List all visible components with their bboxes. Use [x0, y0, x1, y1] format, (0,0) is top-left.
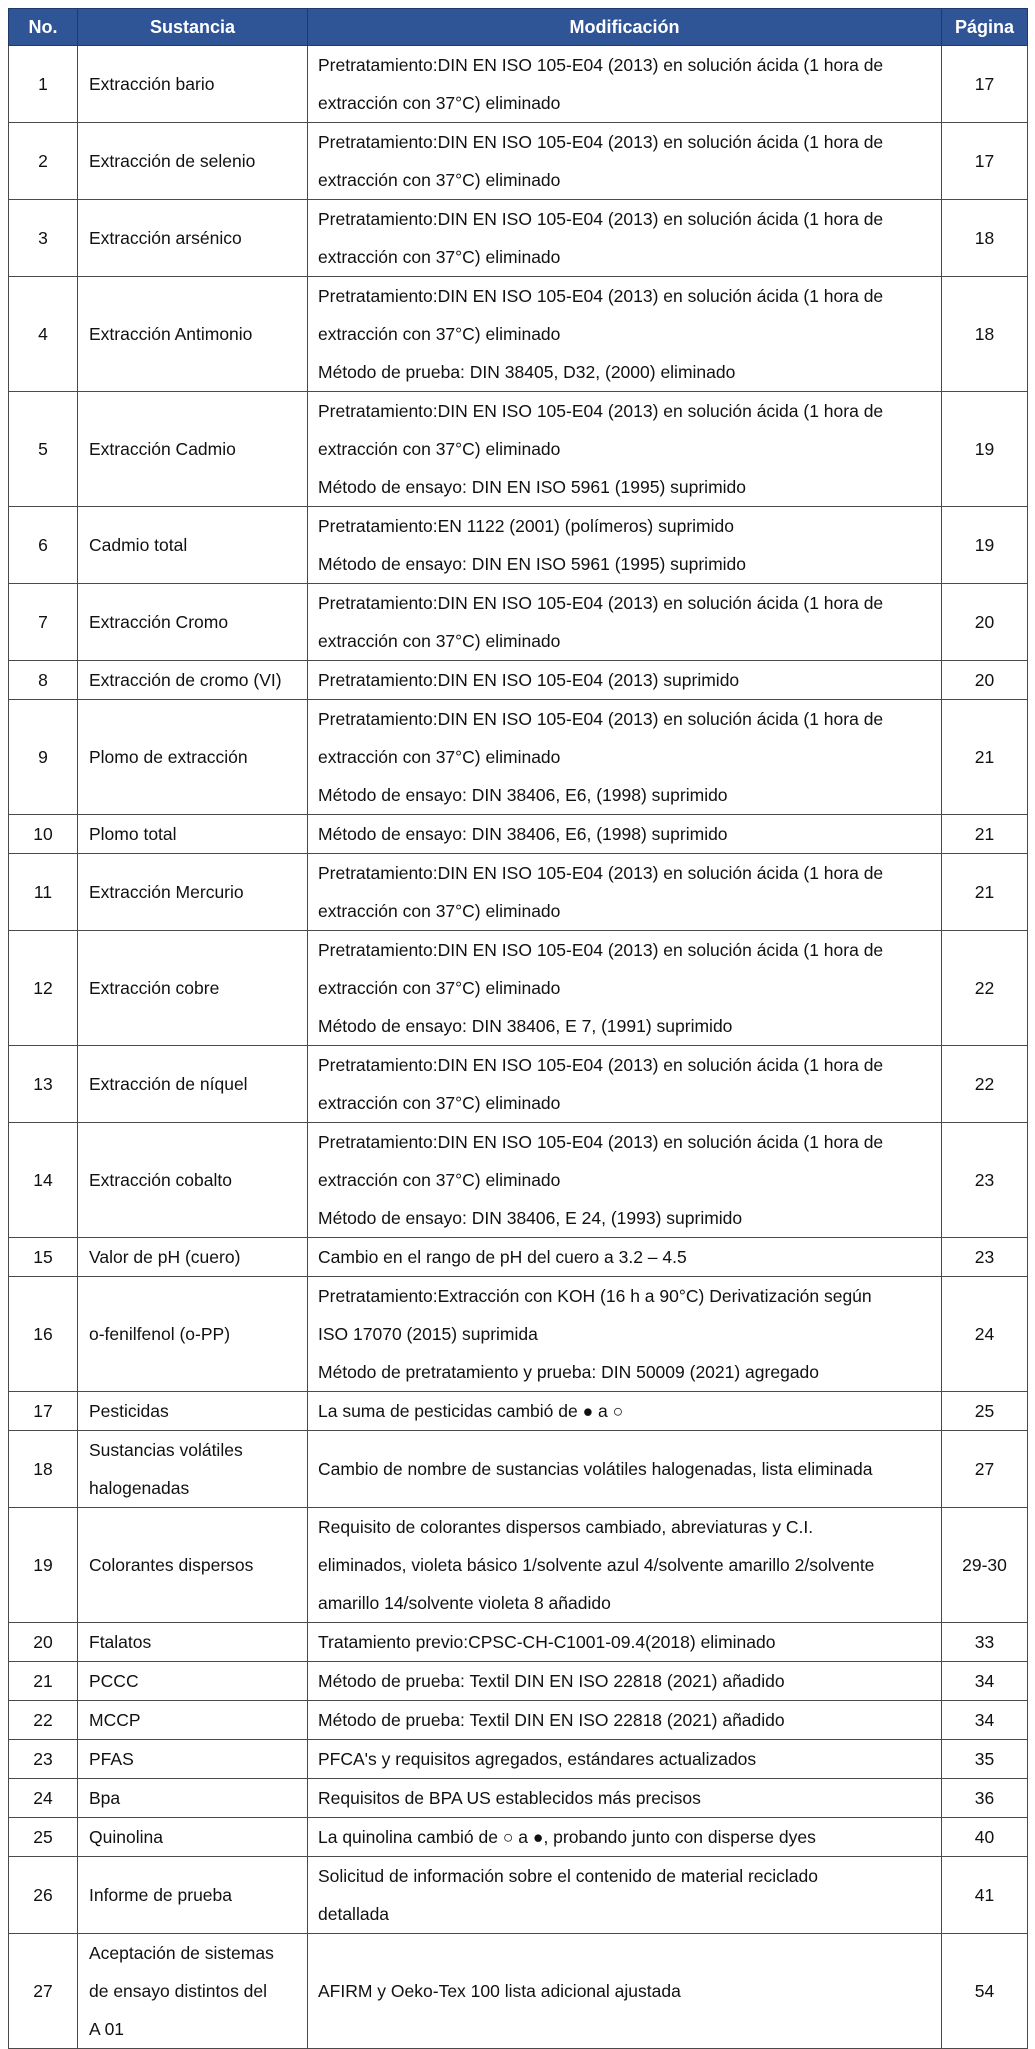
modifications-table — [8, 8, 1028, 2049]
row-number: 6 — [9, 507, 78, 584]
row-number: 16 — [9, 1277, 78, 1392]
table-row — [9, 1934, 1028, 2049]
substance-line: Extracción de cromo (VI) — [89, 670, 282, 690]
modification-cell — [308, 1623, 942, 1662]
modification-line: amarillo 14/solvente violeta 8 añadido — [318, 1593, 611, 1613]
modification-cell — [308, 123, 942, 200]
row-number: 23 — [9, 1740, 78, 1779]
modification-cell — [308, 1123, 942, 1238]
substance-cell — [78, 1046, 308, 1123]
page-number: 20 — [942, 584, 1028, 661]
modification-cell — [308, 507, 942, 584]
table-row — [9, 1779, 1028, 1818]
modification-line: Pretratamiento:DIN EN ISO 105-E04 (2013) en solución ácida (1 hora de — [318, 1055, 884, 1075]
substance-cell — [78, 507, 308, 584]
page-number: 18 — [942, 200, 1028, 277]
substance-line: Extracción cobre — [89, 978, 220, 998]
modification-line: Cambio de nombre de sustancias volátiles halogenadas, lista eliminada — [318, 1459, 873, 1479]
modification-cell — [308, 1818, 942, 1857]
modification-line: extracción con 37°C) eliminado — [318, 631, 561, 651]
substance-cell — [78, 1238, 308, 1277]
substance-cell — [78, 1392, 308, 1431]
table-row — [9, 1046, 1028, 1123]
row-number: 21 — [9, 1662, 78, 1701]
substance-line: o-fenilfenol (o-PP) — [89, 1324, 231, 1344]
modification-line: extracción con 37°C) eliminado — [318, 247, 561, 267]
modification-cell — [308, 1740, 942, 1779]
substance-cell — [78, 1818, 308, 1857]
substance-line: Colorantes dispersos — [89, 1555, 254, 1575]
page-number: 33 — [942, 1623, 1028, 1662]
row-number: 15 — [9, 1238, 78, 1277]
modification-line: ISO 17070 (2015) suprimida — [318, 1324, 538, 1344]
substance-line: Aceptación de sistemas — [89, 1943, 274, 1963]
modification-cell — [308, 1238, 942, 1277]
modification-line: AFIRM y Oeko-Tex 100 lista adicional ajustada — [318, 1981, 681, 2001]
modification-line: Pretratamiento:DIN EN ISO 105-E04 (2013) en solución ácida (1 hora de — [318, 401, 884, 421]
modification-line: Método de ensayo: DIN EN ISO 5961 (1995) suprimido — [318, 477, 746, 497]
substance-cell — [78, 392, 308, 507]
substance-line: PFAS — [89, 1749, 134, 1769]
row-number: 8 — [9, 661, 78, 700]
modification-cell — [308, 1508, 942, 1623]
modification-line: extracción con 37°C) eliminado — [318, 93, 561, 113]
row-number: 2 — [9, 123, 78, 200]
substance-line: Valor de pH (cuero) — [89, 1247, 241, 1267]
modification-line: Método de ensayo: DIN 38406, E6, (1998) suprimido — [318, 824, 728, 844]
substance-line: Ftalatos — [89, 1632, 152, 1652]
substance-line: PCCC — [89, 1671, 139, 1691]
row-number: 10 — [9, 815, 78, 854]
modification-line: Pretratamiento:DIN EN ISO 105-E04 (2013) en solución ácida (1 hora de — [318, 1132, 884, 1152]
substance-cell — [78, 854, 308, 931]
modification-line: Pretratamiento:DIN EN ISO 105-E04 (2013) en solución ácida (1 hora de — [318, 709, 884, 729]
row-number: 17 — [9, 1392, 78, 1431]
page-number: 54 — [942, 1934, 1028, 2049]
substance-cell — [78, 1779, 308, 1818]
page-number: 34 — [942, 1701, 1028, 1740]
substance-cell — [78, 123, 308, 200]
modifications-table-container — [8, 8, 1027, 2049]
row-number: 18 — [9, 1431, 78, 1508]
table-row — [9, 392, 1028, 507]
substance-line: Extracción Cromo — [89, 612, 229, 632]
table-row — [9, 200, 1028, 277]
modification-line: Método de prueba: DIN 38405, D32, (2000) eliminado — [318, 362, 736, 382]
substance-cell — [78, 1623, 308, 1662]
modification-line: extracción con 37°C) eliminado — [318, 439, 561, 459]
substance-line: Extracción Mercurio — [89, 882, 244, 902]
page-number: 23 — [942, 1238, 1028, 1277]
table-row — [9, 1740, 1028, 1779]
modification-line: Solicitud de información sobre el contenido de material reciclado — [318, 1866, 818, 1886]
modification-line: Requisitos de BPA US establecidos más precisos — [318, 1788, 701, 1808]
page-number: 22 — [942, 931, 1028, 1046]
page-number: 19 — [942, 507, 1028, 584]
table-header-row — [9, 9, 1028, 46]
modification-line: PFCA's y requisitos agregados, estándares actualizados — [318, 1749, 757, 1769]
modification-line: Pretratamiento:DIN EN ISO 105-E04 (2013) en solución ácida (1 hora de — [318, 132, 884, 152]
substance-line: Pesticidas — [89, 1401, 169, 1421]
page-number: 29-30 — [942, 1508, 1028, 1623]
page-number: 21 — [942, 700, 1028, 815]
substance-line: Cadmio total — [89, 535, 188, 555]
substance-cell — [78, 200, 308, 277]
header-page: Página — [942, 9, 1028, 46]
table-row — [9, 1508, 1028, 1623]
modification-line: extracción con 37°C) eliminado — [318, 1170, 561, 1190]
substance-line: Informe de prueba — [89, 1885, 233, 1905]
table-row — [9, 1431, 1028, 1508]
header-no: No. — [9, 9, 78, 46]
row-number: 7 — [9, 584, 78, 661]
page-number: 20 — [942, 661, 1028, 700]
table-row — [9, 815, 1028, 854]
modification-line: La quinolina cambió de ○ a ●, probando junto con disperse dyes — [318, 1827, 816, 1847]
substance-line: Extracción cobalto — [89, 1170, 232, 1190]
page-number: 36 — [942, 1779, 1028, 1818]
modification-cell — [308, 854, 942, 931]
row-number: 1 — [9, 46, 78, 123]
table-row — [9, 700, 1028, 815]
page-number: 17 — [942, 123, 1028, 200]
substance-line: Extracción Cadmio — [89, 439, 236, 459]
substance-cell — [78, 584, 308, 661]
modification-line: Tratamiento previo:CPSC-CH-C1001-09.4(2018) eliminado — [318, 1632, 776, 1652]
substance-cell — [78, 1508, 308, 1623]
modification-line: extracción con 37°C) eliminado — [318, 324, 561, 344]
substance-cell — [78, 1701, 308, 1740]
row-number: 11 — [9, 854, 78, 931]
table-row — [9, 584, 1028, 661]
table-row — [9, 1392, 1028, 1431]
modification-line: detallada — [318, 1904, 390, 1924]
row-number: 13 — [9, 1046, 78, 1123]
page-number: 24 — [942, 1277, 1028, 1392]
page-number: 22 — [942, 1046, 1028, 1123]
modification-cell — [308, 931, 942, 1046]
substance-line: Quinolina — [89, 1827, 163, 1847]
modification-cell — [308, 700, 942, 815]
substance-line: de ensayo distintos del — [89, 1981, 268, 2001]
row-number: 24 — [9, 1779, 78, 1818]
row-number: 9 — [9, 700, 78, 815]
row-number: 14 — [9, 1123, 78, 1238]
table-row — [9, 661, 1028, 700]
modification-line: extracción con 37°C) eliminado — [318, 170, 561, 190]
substance-cell — [78, 931, 308, 1046]
page-number: 21 — [942, 815, 1028, 854]
table-row — [9, 1701, 1028, 1740]
modification-cell — [308, 1857, 942, 1934]
modification-line: Pretratamiento:DIN EN ISO 105-E04 (2013) en solución ácida (1 hora de — [318, 55, 884, 75]
modification-cell — [308, 1431, 942, 1508]
modification-line: Método de pretratamiento y prueba: DIN 50009 (2021) agregado — [318, 1362, 820, 1382]
modification-cell — [308, 46, 942, 123]
substance-line: Plomo total — [89, 824, 177, 844]
row-number: 19 — [9, 1508, 78, 1623]
row-number: 27 — [9, 1934, 78, 2049]
row-number: 22 — [9, 1701, 78, 1740]
substance-line: Extracción de selenio — [89, 151, 256, 171]
row-number: 20 — [9, 1623, 78, 1662]
substance-cell — [78, 1662, 308, 1701]
modification-cell — [308, 277, 942, 392]
modification-line: Método de ensayo: DIN 38406, E 7, (1991) suprimido — [318, 1016, 733, 1036]
modification-line: eliminados, violeta básico 1/solvente azul 4/solvente amarillo 2/solvente — [318, 1555, 875, 1575]
modification-cell — [308, 200, 942, 277]
modification-cell — [308, 815, 942, 854]
modification-cell — [308, 661, 942, 700]
table-row — [9, 1662, 1028, 1701]
page-number: 40 — [942, 1818, 1028, 1857]
table-row — [9, 507, 1028, 584]
table-row — [9, 1623, 1028, 1662]
table-row — [9, 931, 1028, 1046]
substance-cell — [78, 1277, 308, 1392]
modification-line: Requisito de colorantes dispersos cambiado, abreviaturas y C.I. — [318, 1517, 814, 1537]
page-number: 27 — [942, 1431, 1028, 1508]
table-row — [9, 123, 1028, 200]
modification-cell — [308, 1701, 942, 1740]
table-row — [9, 277, 1028, 392]
modification-cell — [308, 392, 942, 507]
modification-line: Pretratamiento:DIN EN ISO 105-E04 (2013) en solución ácida (1 hora de — [318, 593, 884, 613]
modification-line: Método de ensayo: DIN EN ISO 5961 (1995) suprimido — [318, 554, 746, 574]
header-modification: Modificación — [308, 9, 942, 46]
page-number: 19 — [942, 392, 1028, 507]
row-number: 4 — [9, 277, 78, 392]
substance-line: Extracción Antimonio — [89, 324, 253, 344]
row-number: 3 — [9, 200, 78, 277]
substance-line: Sustancias volátiles — [89, 1440, 243, 1460]
page-number: 17 — [942, 46, 1028, 123]
table-row — [9, 1123, 1028, 1238]
substance-line: Extracción bario — [89, 74, 215, 94]
page-number: 35 — [942, 1740, 1028, 1779]
table-row — [9, 46, 1028, 123]
substance-line: Extracción de níquel — [89, 1074, 248, 1094]
substance-line: MCCP — [89, 1710, 141, 1730]
modification-line: Método de ensayo: DIN 38406, E 24, (1993) suprimido — [318, 1208, 743, 1228]
substance-line: A 01 — [89, 2019, 125, 2039]
table-row — [9, 854, 1028, 931]
page-number: 41 — [942, 1857, 1028, 1934]
substance-line: Plomo de extracción — [89, 747, 248, 767]
substance-cell — [78, 1740, 308, 1779]
table-row — [9, 1818, 1028, 1857]
page-number: 25 — [942, 1392, 1028, 1431]
modification-line: Cambio en el rango de pH del cuero a 3.2 – 4.5 — [318, 1247, 687, 1267]
substance-line: halogenadas — [89, 1478, 190, 1498]
modification-cell — [308, 1392, 942, 1431]
modification-line: Pretratamiento:DIN EN ISO 105-E04 (2013) en solución ácida (1 hora de — [318, 286, 884, 306]
modification-line: Pretratamiento:DIN EN ISO 105-E04 (2013) en solución ácida (1 hora de — [318, 209, 884, 229]
row-number: 26 — [9, 1857, 78, 1934]
row-number: 5 — [9, 392, 78, 507]
page-number: 34 — [942, 1662, 1028, 1701]
modification-line: Pretratamiento:Extracción con KOH (16 h a 90°C) Derivatización según — [318, 1286, 872, 1306]
modification-cell — [308, 1277, 942, 1392]
substance-cell — [78, 1934, 308, 2049]
modification-cell — [308, 1046, 942, 1123]
table-row — [9, 1238, 1028, 1277]
table-row — [9, 1277, 1028, 1392]
page-number: 18 — [942, 277, 1028, 392]
modification-cell — [308, 1934, 942, 2049]
substance-line: Extracción arsénico — [89, 228, 242, 248]
modification-line: extracción con 37°C) eliminado — [318, 747, 561, 767]
modification-line: extracción con 37°C) eliminado — [318, 1093, 561, 1113]
modification-cell — [308, 1779, 942, 1818]
modification-line: Pretratamiento:DIN EN ISO 105-E04 (2013) suprimido — [318, 670, 740, 690]
substance-cell — [78, 1123, 308, 1238]
table-row — [9, 1857, 1028, 1934]
modification-line: Pretratamiento:DIN EN ISO 105-E04 (2013) en solución ácida (1 hora de — [318, 940, 884, 960]
modification-line: extracción con 37°C) eliminado — [318, 978, 561, 998]
substance-cell — [78, 700, 308, 815]
substance-line: Bpa — [89, 1788, 121, 1808]
modification-line: extracción con 37°C) eliminado — [318, 901, 561, 921]
modification-line: Método de prueba: Textil DIN EN ISO 22818 (2021) añadido — [318, 1710, 785, 1730]
substance-cell — [78, 1431, 308, 1508]
modification-line: Método de prueba: Textil DIN EN ISO 22818 (2021) añadido — [318, 1671, 785, 1691]
row-number: 12 — [9, 931, 78, 1046]
page-number: 21 — [942, 854, 1028, 931]
header-substance: Sustancia — [78, 9, 308, 46]
substance-cell — [78, 46, 308, 123]
modification-line: La suma de pesticidas cambió de ● a ○ — [318, 1401, 624, 1421]
modification-line: Método de ensayo: DIN 38406, E6, (1998) suprimido — [318, 785, 728, 805]
modification-cell — [308, 1662, 942, 1701]
substance-cell — [78, 277, 308, 392]
modification-line: Pretratamiento:EN 1122 (2001) (polímeros) suprimido — [318, 516, 734, 536]
substance-cell — [78, 661, 308, 700]
modification-line: Pretratamiento:DIN EN ISO 105-E04 (2013) en solución ácida (1 hora de — [318, 863, 884, 883]
substance-cell — [78, 815, 308, 854]
row-number: 25 — [9, 1818, 78, 1857]
page-number: 23 — [942, 1123, 1028, 1238]
modification-cell — [308, 584, 942, 661]
substance-cell — [78, 1857, 308, 1934]
